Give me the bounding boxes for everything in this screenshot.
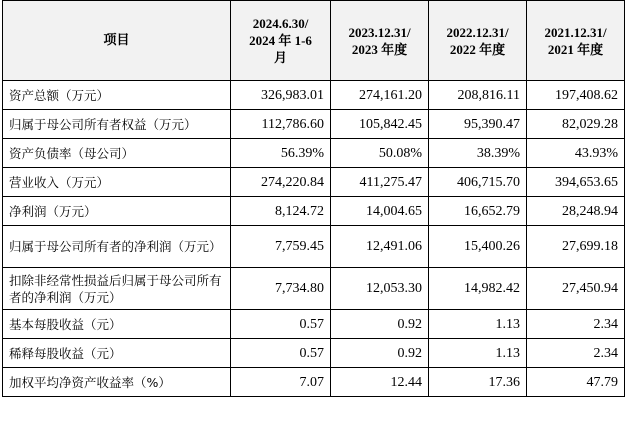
cell-2021: 43.93% (527, 139, 625, 168)
cell-2021: 47.79 (527, 368, 625, 397)
cell-2024: 326,983.01 (231, 81, 331, 110)
cell-2021: 82,029.28 (527, 110, 625, 139)
cell-2022: 1.13 (429, 310, 527, 339)
row-label: 基本每股收益（元） (3, 310, 231, 339)
cell-2022: 16,652.79 (429, 197, 527, 226)
table-row-revenue (3, 168, 625, 197)
header-2022-line2: 2022 年度 (449, 41, 506, 57)
table-row-basic-eps (3, 310, 625, 339)
cell-2023: 12.44 (331, 368, 429, 397)
header-2021-line1: 2021.12.31/ (544, 24, 607, 40)
header-2024-line3: 月 (273, 50, 287, 65)
table-row-net-profit (3, 197, 625, 226)
cell-2022: 208,816.11 (429, 81, 527, 110)
table-row-parent-net-profit (3, 226, 625, 268)
cell-2023: 50.08% (331, 139, 429, 168)
header-2022-line1: 2022.12.31/ (446, 24, 509, 40)
table-row-total-assets (3, 81, 625, 110)
cell-2024: 56.39% (231, 139, 331, 168)
cell-2024: 8,124.72 (231, 197, 331, 226)
table-row-roe (3, 368, 625, 397)
cell-2024: 0.57 (231, 339, 331, 368)
cell-2021: 197,408.62 (527, 81, 625, 110)
row-label: 营业收入（万元） (3, 168, 231, 197)
cell-2022: 15,400.26 (429, 226, 527, 268)
cell-2023: 411,275.47 (331, 168, 429, 197)
cell-2021: 27,699.18 (527, 226, 625, 268)
cell-2024: 7,759.45 (231, 226, 331, 268)
cell-2022: 14,982.42 (429, 268, 527, 310)
cell-2021: 2.34 (527, 339, 625, 368)
row-label: 稀释每股收益（元） (3, 339, 231, 368)
header-2022 (429, 1, 527, 81)
header-2024-line1: 2024.6.30/ (252, 16, 309, 31)
cell-2022: 1.13 (429, 339, 527, 368)
financial-data-table (2, 0, 625, 397)
header-2023 (331, 1, 429, 81)
row-label: 资产负债率（母公司） (3, 139, 231, 168)
cell-2023: 12,491.06 (331, 226, 429, 268)
table-row-parent-equity (3, 110, 625, 139)
header-2024-line2: 2024 年 1-6 (249, 33, 312, 48)
header-2023-line2: 2023 年度 (351, 41, 408, 57)
cell-2022: 38.39% (429, 139, 527, 168)
cell-2023: 0.92 (331, 339, 429, 368)
cell-2023: 14,004.65 (331, 197, 429, 226)
cell-2024: 0.57 (231, 310, 331, 339)
header-2021-line2: 2021 年度 (547, 41, 604, 57)
header-2024 (231, 1, 331, 81)
cell-2021: 2.34 (527, 310, 625, 339)
row-label: 归属于母公司所有者的净利润（万元） (3, 226, 231, 268)
header-item-label: 项目 (103, 33, 130, 48)
cell-2021: 27,450.94 (527, 268, 625, 310)
cell-2024: 7.07 (231, 368, 331, 397)
header-item (3, 1, 231, 81)
cell-2023: 12,053.30 (331, 268, 429, 310)
table-row-debt-ratio (3, 139, 625, 168)
cell-2021: 394,653.65 (527, 168, 625, 197)
cell-2022: 406,715.70 (429, 168, 527, 197)
row-label: 加权平均净资产收益率（%） (3, 368, 231, 397)
cell-2024: 7,734.80 (231, 268, 331, 310)
table-row-diluted-eps (3, 339, 625, 368)
header-2021 (527, 1, 625, 81)
row-label: 净利润（万元） (3, 197, 231, 226)
cell-2022: 95,390.47 (429, 110, 527, 139)
cell-2023: 274,161.20 (331, 81, 429, 110)
header-row (3, 1, 625, 81)
cell-2022: 17.36 (429, 368, 527, 397)
row-label: 扣除非经常性损益后归属于母公司所有者的净利润（万元） (3, 268, 231, 310)
table-row-deducted-net-profit (3, 268, 625, 310)
header-2023-line1: 2023.12.31/ (348, 24, 411, 40)
row-label: 归属于母公司所有者权益（万元） (3, 110, 231, 139)
cell-2024: 274,220.84 (231, 168, 331, 197)
row-label: 资产总额（万元） (3, 81, 231, 110)
cell-2021: 28,248.94 (527, 197, 625, 226)
cell-2023: 105,842.45 (331, 110, 429, 139)
cell-2024: 112,786.60 (231, 110, 331, 139)
cell-2023: 0.92 (331, 310, 429, 339)
